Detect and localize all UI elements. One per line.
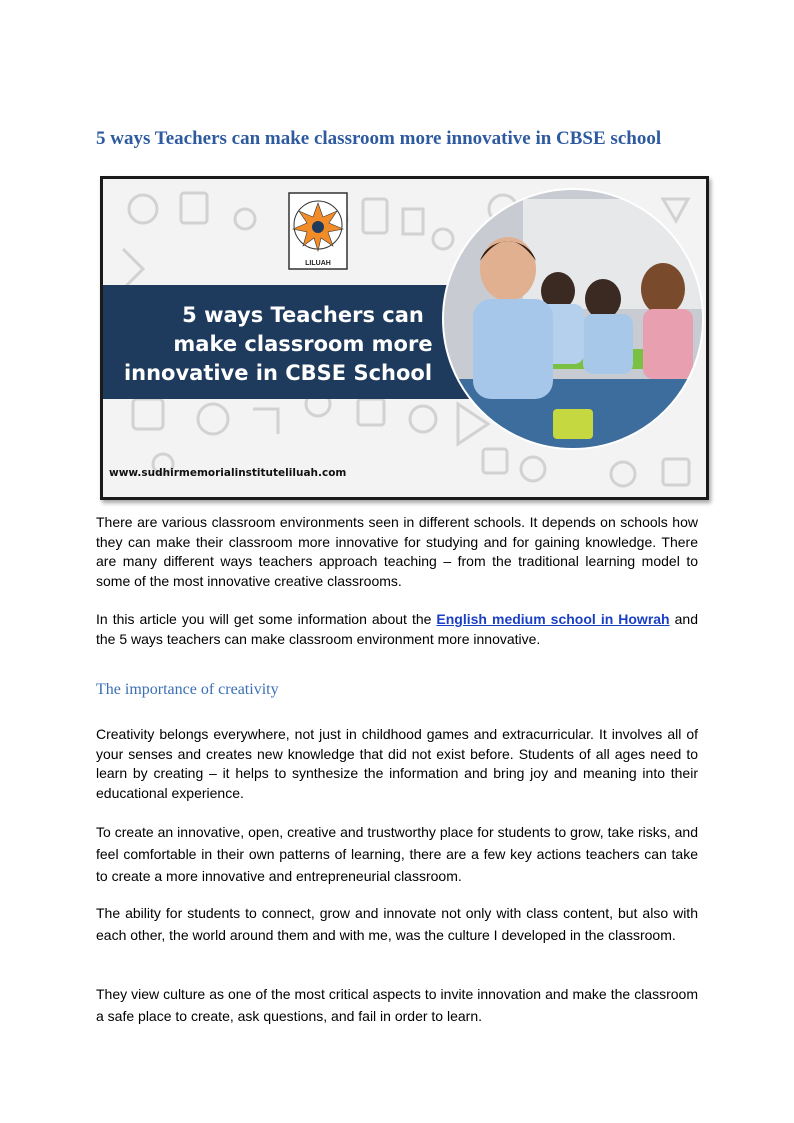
banner-headline-line2: make classroom more (173, 332, 433, 356)
school-logo (289, 193, 347, 269)
section-heading: The importance of creativity (96, 681, 279, 698)
culture-paragraph: The ability for students to connect, grow and innovate not only with class content, but also with each other, the world around them and with me, was the culture I developed in the classroom. (96, 905, 698, 943)
article-banner-image (100, 176, 709, 500)
safe-classroom-paragraph: They view culture as one of the most critical aspects to invite innovation and make the classroom a safe place to create, ask questions, and fail in order to learn. (96, 986, 698, 1024)
creativity-paragraph: Creativity belongs everywhere, not just in childhood games and extracurricular. It involves all of your senses and creates new knowledge that did not exist before. Students of all ages need to learn by creating – it helps to synthesize the information and bring joy and meaning into their educational experience. (96, 726, 698, 801)
banner-headline-line1: 5 ways Teachers can (182, 303, 424, 327)
banner-website-url: www.sudhirmemorialinstituteliluah.com (109, 467, 347, 479)
banner-headline-line3: innovative in CBSE School (123, 361, 433, 385)
logo-city-text: LILUAH (305, 260, 331, 267)
innovation-paragraph: To create an innovative, open, creative and trustworthy place for students to grow, take risks, and feel comfortable in their own patterns of learning, there are a few key actions teachers can take to create a more innovative and entrepreneurial classroom. (96, 824, 698, 884)
article-title: 5 ways Teachers can make classroom more innovative in CBSE school (96, 128, 662, 149)
info-text-after: and the 5 ways teachers can make classroom environment more innovative. (96, 611, 698, 647)
intro-paragraph: There are various classroom environments seen in different schools. It depends on schools how they can make their classroom more innovative for studying and for gaining knowledge. There are many different ways teachers approach teaching – from the traditional learning model to some of the most innovative creative classrooms. (96, 514, 698, 589)
english-medium-school-link[interactable]: English medium school in Howrah (436, 611, 670, 627)
info-paragraph (96, 610, 698, 649)
info-text-before: In this article you will get some information about the (96, 611, 437, 627)
